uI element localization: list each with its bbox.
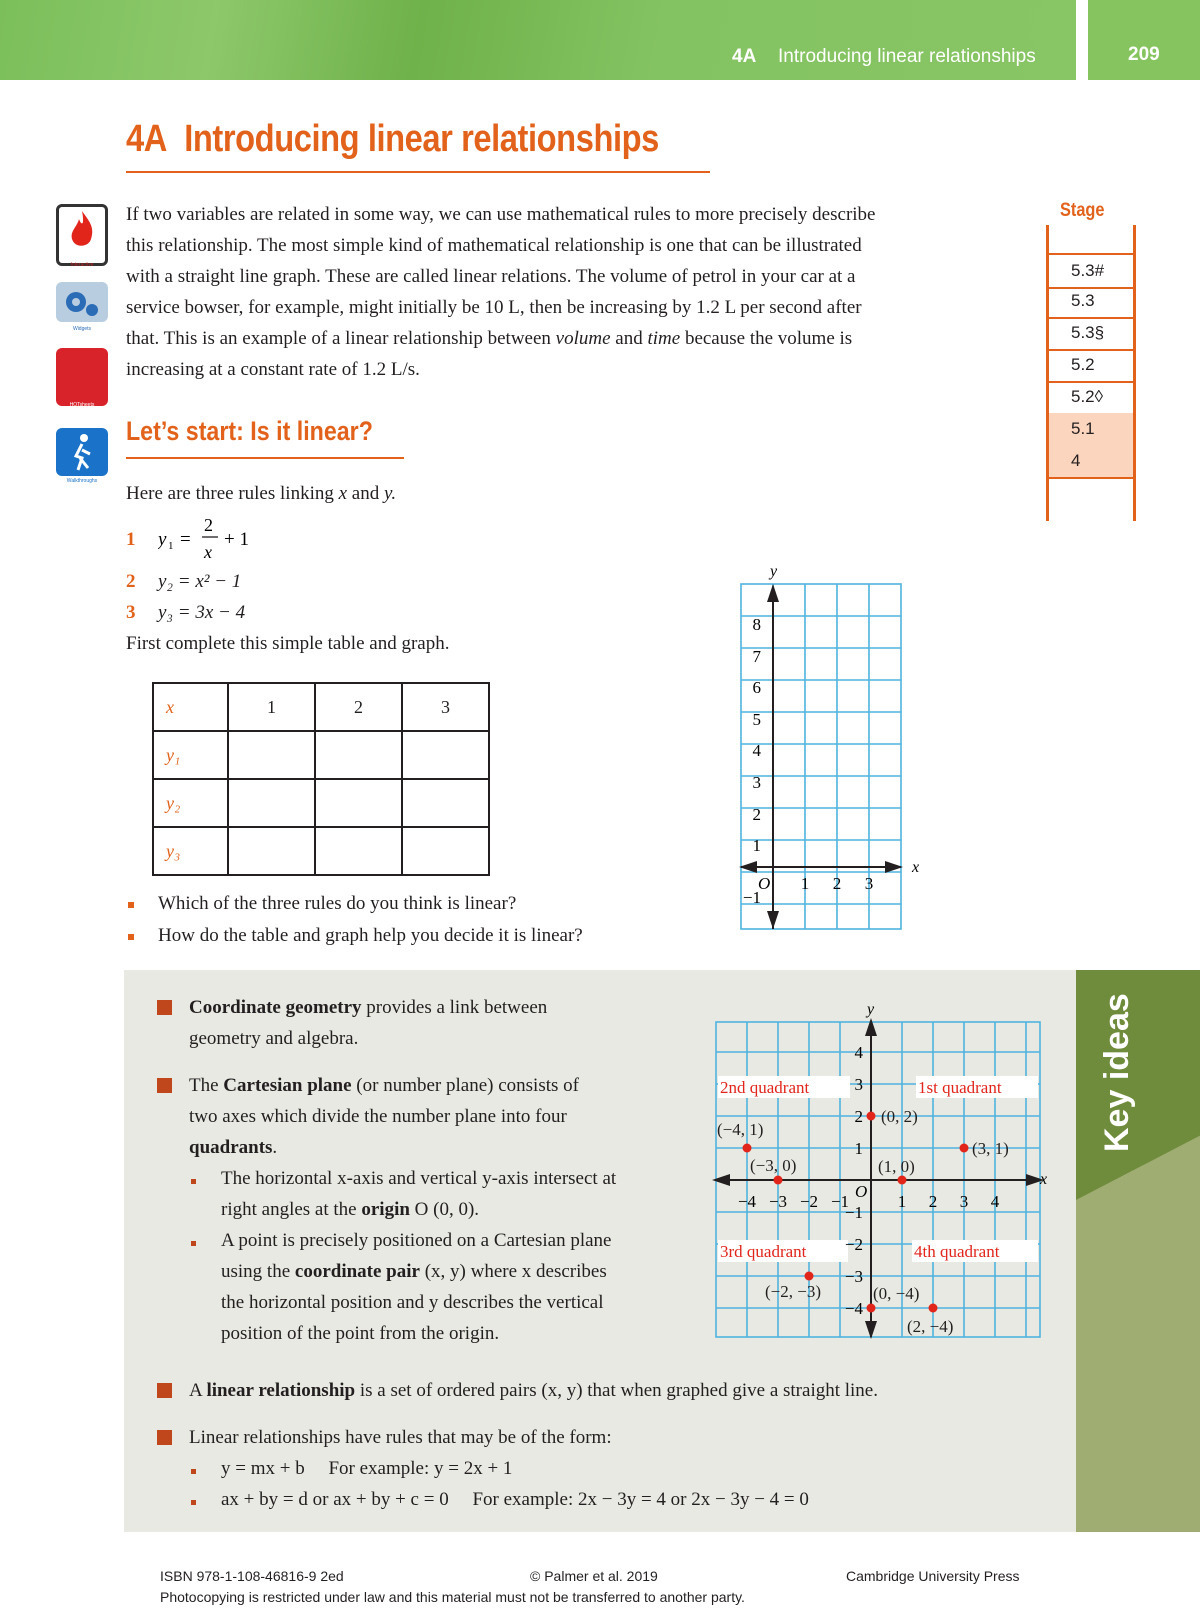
page-title xyxy=(126,118,659,161)
point-label: (−4, 1) xyxy=(717,1120,764,1139)
title-underline xyxy=(126,171,710,173)
lets-start-heading: Let’s start: Is it linear? xyxy=(126,416,373,446)
x-tick: −3 xyxy=(768,1192,788,1211)
x-tick: 2 xyxy=(832,874,842,893)
page-header xyxy=(0,0,1200,80)
svg-text:=: = xyxy=(180,529,191,550)
hotsheets-icon[interactable] xyxy=(56,348,108,406)
formula-2: ax + by = d or ax + by + c = 0 For example: 2x − 3y = 4 or 2x − 3y − 4 = 0 xyxy=(221,1489,809,1510)
y-tick: 2 xyxy=(752,805,761,824)
table-header-cell: 2 xyxy=(315,683,402,731)
stage-level: 5.3§ xyxy=(1049,317,1133,351)
y-axis-label: y xyxy=(867,1001,875,1018)
y-tick: 3 xyxy=(752,773,761,792)
question-1: Which of the three rules do you think is linear? xyxy=(158,893,517,914)
y-tick: −1 xyxy=(742,888,761,907)
widgets-label: Widgets xyxy=(72,326,92,332)
values-table xyxy=(152,682,490,876)
blank-graph xyxy=(730,562,930,934)
y-tick: 8 xyxy=(752,615,761,634)
key-bullet xyxy=(157,1078,172,1093)
quadrant-label: 2nd quadrant xyxy=(720,1078,810,1097)
key-bullet xyxy=(157,1000,172,1015)
y-tick: 7 xyxy=(752,647,761,666)
key-idea-1: Coordinate geometry provides a link between xyxy=(189,997,548,1018)
origin-label: O xyxy=(855,1182,868,1201)
table-cell[interactable] xyxy=(402,731,489,779)
y-tick: −1 xyxy=(844,1203,863,1222)
sub-bullet xyxy=(191,1179,196,1184)
table-row xyxy=(153,779,489,827)
stage-level: 5.2◊ xyxy=(1049,381,1133,415)
x-axis-arrow xyxy=(712,1174,730,1186)
sub-point-2-line: position of the point from the origin. xyxy=(221,1323,500,1344)
table-row-label: y₂ xyxy=(153,779,228,827)
y-tick: 5 xyxy=(752,710,761,729)
page-number-box xyxy=(1088,0,1200,80)
origin-label: O xyxy=(758,874,771,893)
interactive-icon[interactable] xyxy=(56,204,108,266)
stage-level: 5.2 xyxy=(1049,349,1133,383)
x-tick-labels xyxy=(801,874,874,893)
key-idea-2-line: two axes which divide the number plane into four xyxy=(189,1106,567,1127)
point-label: (3, 1) xyxy=(972,1139,1009,1158)
stage-level-highlighted: 5.1 xyxy=(1049,413,1133,447)
y-tick: 6 xyxy=(752,678,761,697)
key-ideas-label: Key ideas xyxy=(1098,993,1136,1152)
formula-1: y = mx + b For example: y = 2x + 1 xyxy=(221,1458,513,1479)
x-tick: −4 xyxy=(737,1192,757,1211)
svg-text:1: 1 xyxy=(168,540,174,552)
plotted-point xyxy=(774,1176,783,1185)
x-tick: −1 xyxy=(830,1192,850,1211)
sub-bullet xyxy=(191,1469,196,1474)
walkthroughs-label: Walkthroughs xyxy=(66,478,98,484)
sub-point-2-line: the horizontal position and y describes the vertical xyxy=(221,1292,604,1313)
y-tick: 1 xyxy=(752,836,761,855)
rule-3: y₃ = 3x − 4 xyxy=(158,602,246,623)
intro-line: this relationship. The most simple kind of mathematical relationship is one that can be illustrated xyxy=(126,235,862,256)
cartesian-plane-graph xyxy=(708,1000,1054,1340)
x-tick: −2 xyxy=(799,1192,819,1211)
table-row-label: y₁ xyxy=(153,731,228,779)
svg-text:+ 1: + 1 xyxy=(224,529,249,550)
y-axis-arrow xyxy=(767,911,779,929)
y-tick: 4 xyxy=(854,1043,863,1062)
x-axis-label: x xyxy=(1040,1171,1048,1188)
x-tick: 1 xyxy=(800,874,810,893)
rule-1 xyxy=(158,516,278,569)
x-tick-labels xyxy=(738,1192,1000,1211)
table-header-cell: x xyxy=(153,683,228,731)
key-idea-2-line: quadrants. xyxy=(189,1137,278,1158)
quadrant-label: 3rd quadrant xyxy=(720,1242,807,1261)
sub-point-2-line: using the coordinate pair (x, y) where x describes xyxy=(221,1261,607,1282)
y-tick: 4 xyxy=(752,741,761,760)
header-section-title: Introducing linear relationships xyxy=(778,46,1036,67)
stage-level: 5.3 xyxy=(1049,285,1133,319)
plotted-point xyxy=(867,1304,876,1313)
rule-2: y₂ = x² − 1 xyxy=(158,571,242,592)
bullet xyxy=(128,902,134,908)
plotted-point xyxy=(805,1272,814,1281)
key-idea-2: The Cartesian plane (or number plane) consists of xyxy=(189,1075,579,1096)
x-tick: 2 xyxy=(928,1192,938,1211)
plotted-point xyxy=(743,1144,752,1153)
table-cell[interactable] xyxy=(402,779,489,827)
page-number: 209 xyxy=(1128,44,1160,65)
key-bullet xyxy=(157,1383,172,1398)
point-label: (0, 2) xyxy=(881,1107,918,1126)
intro-line: that. This is an example of a linear relationship between volume and time because the volume is xyxy=(126,328,853,349)
table-cell[interactable] xyxy=(228,827,315,875)
footer-notice: Photocopying is restricted under law and this material must not be transferred to another party. xyxy=(160,1589,745,1605)
table-cell[interactable] xyxy=(402,827,489,875)
y-tick: −4 xyxy=(844,1299,863,1318)
table-row xyxy=(153,731,489,779)
plotted-point xyxy=(960,1144,969,1153)
question-2: How do the table and graph help you decide it is linear? xyxy=(158,925,583,946)
header-divider xyxy=(1076,0,1088,80)
table-row xyxy=(153,683,489,731)
table-row xyxy=(153,827,489,875)
footer-isbn: ISBN 978-1-108-46816-9 2ed xyxy=(160,1568,344,1584)
table-header-cell: 3 xyxy=(402,683,489,731)
key-idea-1-line: geometry and algebra. xyxy=(189,1028,359,1049)
bullet xyxy=(128,934,134,940)
rules-intro: Here are three rules linking x and y. xyxy=(126,483,397,504)
rule-number: 1 xyxy=(126,529,136,550)
instruction: First complete this simple table and graph. xyxy=(126,633,450,654)
quadrant-label: 4th quadrant xyxy=(914,1242,1000,1261)
x-tick: 4 xyxy=(990,1192,1000,1211)
footer-publisher: Cambridge University Press xyxy=(846,1568,1020,1584)
y-tick: 3 xyxy=(854,1075,863,1094)
table-cell[interactable] xyxy=(315,779,402,827)
sub-point-1: The horizontal x-axis and vertical y-axis intersect at xyxy=(221,1168,617,1189)
lets-start-underline xyxy=(126,457,404,459)
table-cell[interactable] xyxy=(315,827,402,875)
x-axis-label: x xyxy=(912,859,920,876)
stage-ladder xyxy=(1046,225,1136,521)
y-axis-label: y xyxy=(770,563,778,580)
y-tick: −3 xyxy=(844,1267,863,1286)
sub-bullet xyxy=(191,1500,196,1505)
quadrant-label: 1st quadrant xyxy=(918,1078,1002,1097)
intro-line: If two variables are related in some way, we can use mathematical rules to more precisely describe xyxy=(126,204,876,225)
title-number: 4A xyxy=(126,118,167,160)
sub-point-1-line: right angles at the origin O (0, 0). xyxy=(221,1199,480,1220)
key-bullet xyxy=(157,1430,172,1445)
intro-line: with a straight line graph. These are called linear relations. The volume of petrol in your car at a xyxy=(126,266,856,287)
svg-text:x: x xyxy=(204,542,212,562)
y-tick: 1 xyxy=(854,1139,863,1158)
table-cell[interactable] xyxy=(228,779,315,827)
intro-line: increasing at a constant rate of 1.2 L/s. xyxy=(126,359,420,380)
point-label: (1, 0) xyxy=(878,1157,915,1176)
stage-level-highlighted: 4 xyxy=(1049,445,1133,479)
rule-number: 3 xyxy=(126,602,136,623)
stage-label: Stage xyxy=(1060,200,1105,221)
plotted-point xyxy=(898,1176,907,1185)
intro-paragraph xyxy=(126,199,1026,385)
key-idea-3: A linear relationship is a set of ordered pairs (x, y) that when graphed give a straight line. xyxy=(189,1380,878,1401)
sub-bullet xyxy=(191,1241,196,1246)
plotted-point xyxy=(867,1112,876,1121)
walkthroughs-icon[interactable] xyxy=(56,428,108,476)
point-label: (−2, −3) xyxy=(765,1282,821,1301)
title-text: Introducing linear relationships xyxy=(184,118,659,160)
svg-text:2: 2 xyxy=(204,516,213,535)
y-tick: 2 xyxy=(854,1107,863,1126)
x-tick: 3 xyxy=(959,1192,969,1211)
intro-line: service bowser, for example, might initially be 10 L, then be increasing by 1.2 L per second after xyxy=(126,297,862,318)
y-axis-arrow xyxy=(767,584,779,602)
key-idea-4: Linear relationships have rules that may be of the form: xyxy=(189,1427,612,1448)
widgets-icon[interactable] xyxy=(56,282,108,322)
table-cell[interactable] xyxy=(315,731,402,779)
plotted-point xyxy=(929,1304,938,1313)
x-tick: 1 xyxy=(897,1192,907,1211)
x-tick: 3 xyxy=(864,874,874,893)
point-label: (−3, 0) xyxy=(750,1156,797,1175)
table-cell[interactable] xyxy=(228,731,315,779)
y-axis-arrow xyxy=(865,1018,877,1036)
table-header-cell: 1 xyxy=(228,683,315,731)
point-label: (0, −4) xyxy=(873,1284,920,1303)
header-section: 4A xyxy=(732,46,757,67)
interactive-label: Interactive xyxy=(70,262,94,268)
table-row-label: y₃ xyxy=(153,827,228,875)
y-tick: −2 xyxy=(844,1235,863,1254)
stage-level: 5.3# xyxy=(1049,253,1133,289)
svg-text:y: y xyxy=(158,529,167,550)
sub-point-2: A point is precisely positioned on a Cartesian plane xyxy=(221,1230,612,1251)
rule-number: 2 xyxy=(126,571,136,592)
point-label: (2, −4) xyxy=(907,1317,954,1336)
hotsheets-label: HOTsheets xyxy=(69,402,95,408)
footer-copyright: © Palmer et al. 2019 xyxy=(530,1568,658,1584)
